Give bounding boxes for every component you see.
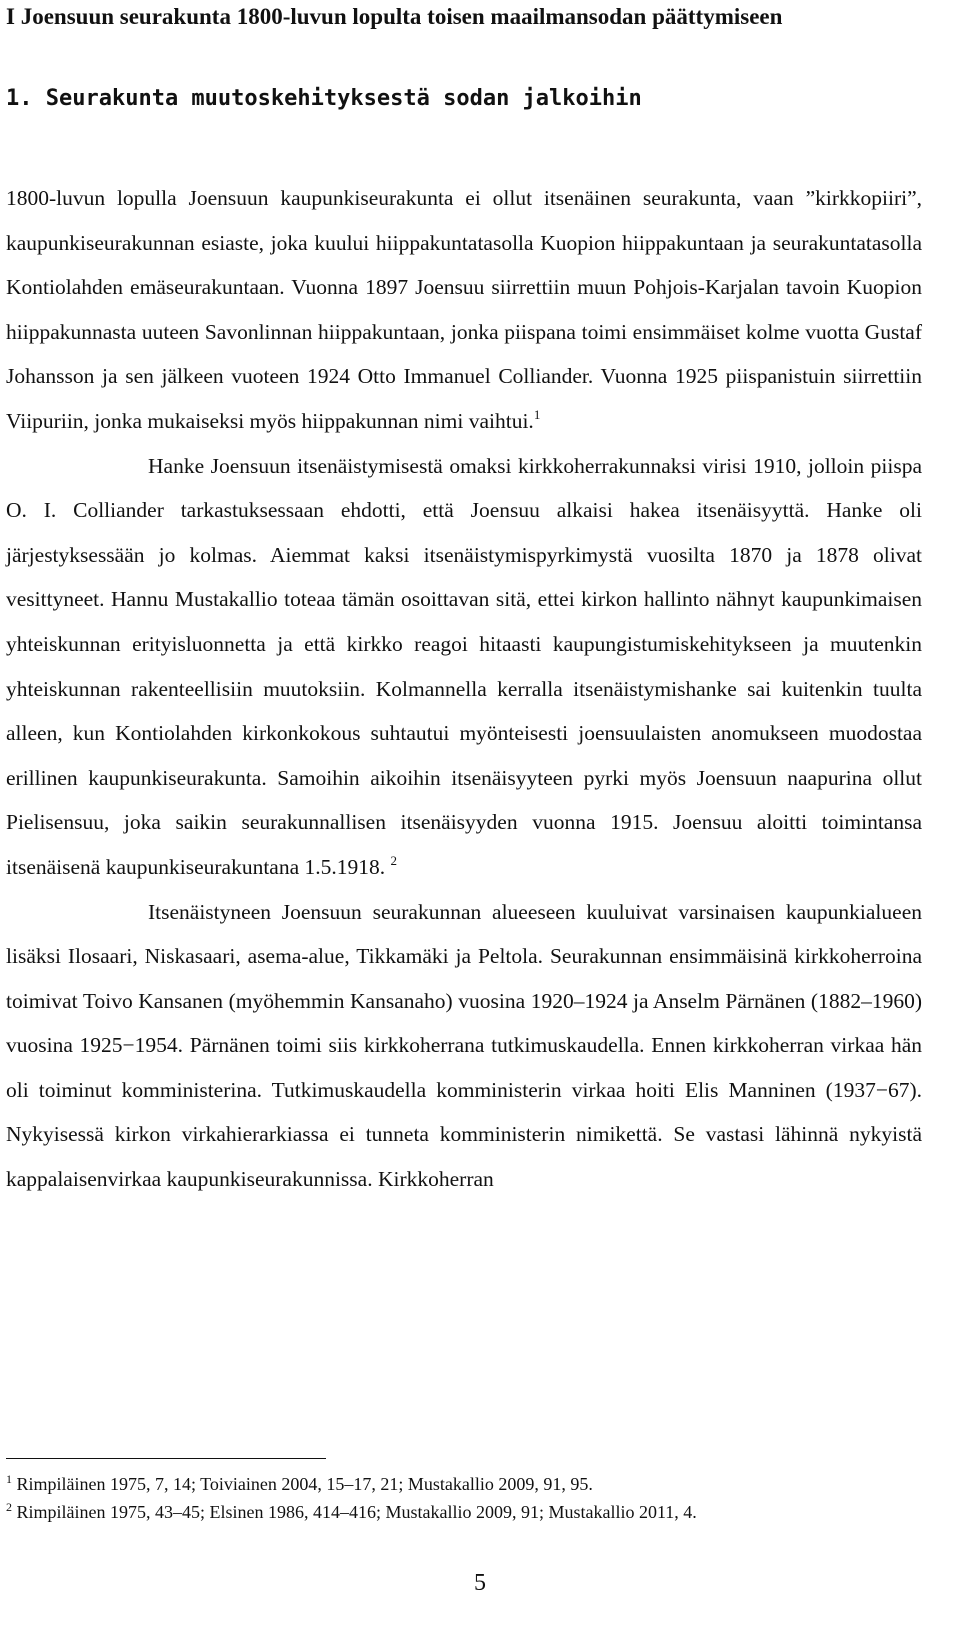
- footnote-text: Rimpiläinen 1975, 7, 14; Toiviainen 2004, 15–17, 21; Mustakallio 2009, 91, 95.: [16, 1474, 593, 1494]
- paragraph-1: [6, 176, 922, 444]
- paragraph-2-text: Hanke Joensuun itsenäistymisestä omaksi kirkkoherrakunnaksi virisi 1910, jolloin piispa O. I. Colliander tarkastuksessaan ehdotti, että Joensuu alkaisi hakea itsenäisyyttä. Hanke oli järjestyksessään jo kolmas. Aiemmat kaksi itsenäistymispyrkimystä vuosilta 1870 ja 1878 olivat vesittyneet. Hannu Mustakallio toteaa tämän osoittavan sitä, ettei kirkon hallinto nähnyt kaupunkimaisen yhteiskunnan erityisluonnetta ja että kirkko reagoi hitaasti kaupungistumiskehitykseen ja muutenkin yhteiskunnan rakenteellisiin muutoksiin. Kolmannella kerralla itsenäistymishanke sai kuitenkin tuulta alleen, kun Kontiolahden kirkonkokous suhtautui myönteisesti joensuulaisten anomukseen muodostaa erillinen kaupunkiseurakunta. Samoihin aikoihin itsenäisyyteen pyrki myös Joensuun naapurina ollut Pielisensuu, joka saikin seurakunnallisen itsenäisyyden vuonna 1915. Joensuu aloitti toimintansa itsenäisenä kaupunkiseurakuntana 1.5.1918.: [6, 453, 922, 879]
- footnote-text: Rimpiläinen 1975, 43–45; Elsinen 1986, 414–416; Mustakallio 2009, 91; Mustakallio 2011, 4.: [16, 1502, 697, 1522]
- footnote-divider: [6, 1458, 326, 1459]
- paragraph-1-text: 1800-luvun lopulla Joensuun kaupunkiseurakunta ei ollut itsenäinen seurakunta, vaan ”kirkkopiiri”, kaupunkiseurakunnan esiaste, joka kuului hiippakuntatasolla Kuopion hiippakuntaan ja seurakuntatasolla Kontiolahden emäseurakuntaan. Vuonna 1897 Joensuu siirrettiin muun Pohjois-Karjalan tavoin Kuopion hiippakunnasta uuteen Savonlinnan hiippakuntaan, jonka piispana toimi ensimmäiset kolme vuotta Gustaf Johansson ja sen jälkeen vuoteen 1924 Otto Immanuel Colliander. Vuonna 1925 piispanistuin siirrettiin Viipuriin, jonka mukaiseksi myös hiippakunnan nimi vaihtui.: [6, 186, 922, 433]
- section-heading: 1. Seurakunta muutoskehityksestä sodan jalkoihin: [6, 86, 642, 111]
- page-number: 5: [474, 1570, 486, 1596]
- footnote-ref-1: 1: [533, 406, 541, 422]
- paragraph-3: [6, 890, 922, 1202]
- paragraph-2: [6, 444, 922, 890]
- footnote-2: [6, 1498, 926, 1526]
- footnote-1: [6, 1470, 926, 1498]
- footnotes: [6, 1470, 926, 1526]
- footnote-number: 1: [6, 1472, 12, 1486]
- footnote-ref-2: 2: [390, 852, 398, 868]
- body-text: [6, 176, 922, 1202]
- footnote-number: 2: [6, 1500, 12, 1514]
- chapter-title: I Joensuun seurakunta 1800-luvun lopulta toisen maailmansodan päättymiseen: [6, 4, 783, 29]
- paragraph-3-text: Itsenäistyneen Joensuun seurakunnan alueeseen kuuluivat varsinaisen kaupunkialueen lisäksi Ilosaari, Niskasaari, asema-alue, Tikkamäki ja Peltola. Seurakunnan ensimmäisinä kirkkoherroina toimivat Toivo Kansanen (myöhemmin Kansanaho) vuosina 1920–1924 ja Anselm Pärnänen (1882–1960) vuosina 1925−1954. Pärnänen toimi siis kirkkoherrana tutkimuskaudella. Ennen kirkkoherran virkaa hän oli toiminut komministerina. Tutkimuskaudella komministerin virkaa hoiti Elis Manninen (1937−67). Nykyisessä kirkon virkahierarkiassa ei tunneta komministerin nimikettä. Se vastasi lähinnä nykyistä kappalaisenvirkaa kaupunkiseurakunnissa. Kirkkoherran: [6, 899, 922, 1192]
